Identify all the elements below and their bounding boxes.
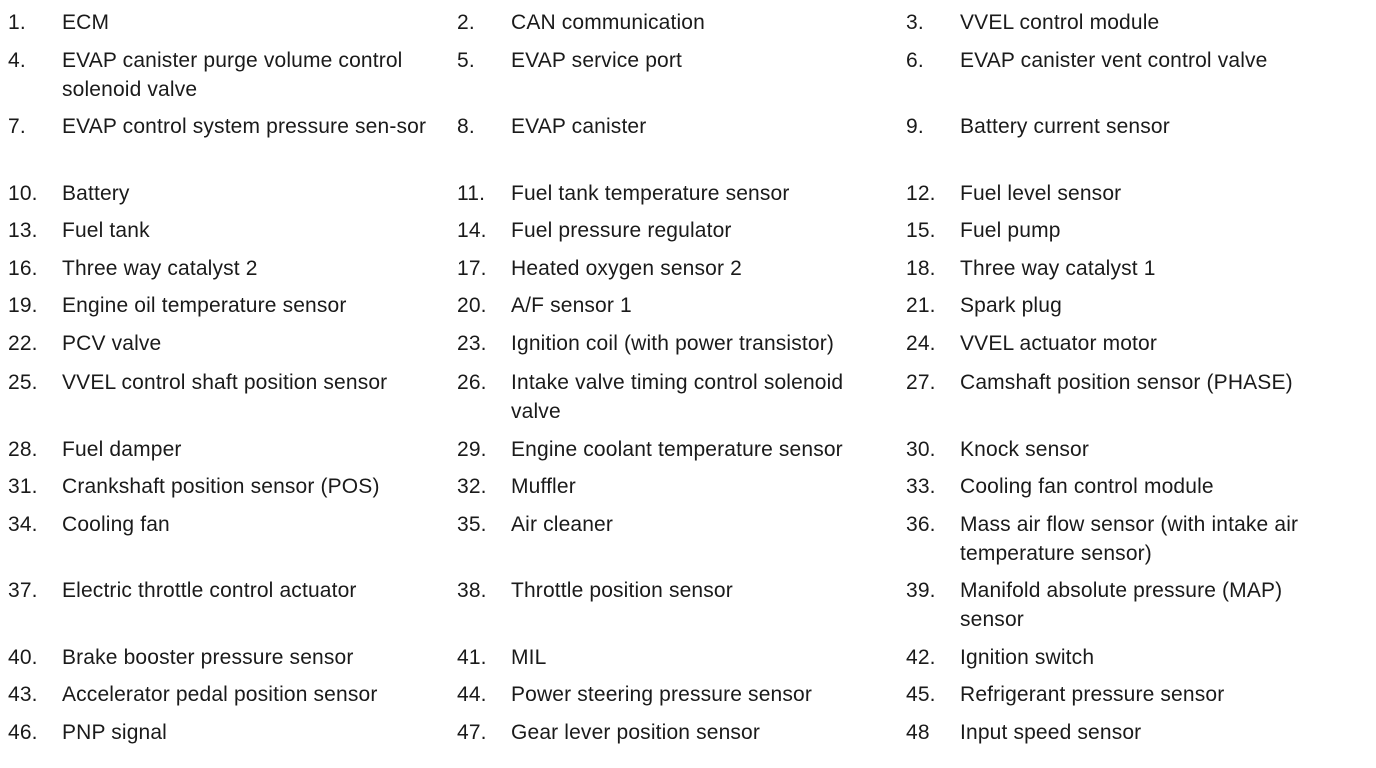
item-number: 19. xyxy=(8,294,38,317)
item-label: Gear lever position sensor xyxy=(511,721,761,744)
item-label: VVEL control shaft position sensor xyxy=(62,371,388,394)
item-number: 8. xyxy=(457,115,475,138)
item-number: 39. xyxy=(906,579,936,602)
item-number: 25. xyxy=(8,371,38,394)
item-number: 27. xyxy=(906,371,936,394)
item-number: 10. xyxy=(8,182,38,205)
item-label: Ignition switch xyxy=(960,646,1095,669)
item-label: Throttle position sensor xyxy=(511,579,733,602)
item-number: 23. xyxy=(457,332,487,355)
item-number: 46. xyxy=(8,721,38,744)
item-label: Fuel pump xyxy=(960,219,1061,242)
item-number: 33. xyxy=(906,475,936,498)
item-label: Heated oxygen sensor 2 xyxy=(511,257,742,280)
item-number: 3. xyxy=(906,11,924,34)
item-label: Fuel level sensor xyxy=(960,182,1122,205)
item-label: EVAP service port xyxy=(511,49,683,72)
item-label: Fuel damper xyxy=(62,438,182,461)
item-label: Battery current sensor xyxy=(960,115,1170,138)
item-number: 45. xyxy=(906,683,936,706)
item-label: VVEL control module xyxy=(960,11,1160,34)
item-label: PNP signal xyxy=(62,721,168,744)
item-label: Engine coolant temperature sensor xyxy=(511,438,843,461)
item-number: 37. xyxy=(8,579,38,602)
item-number: 14. xyxy=(457,219,487,242)
item-label: Engine oil temperature sensor xyxy=(62,294,347,317)
item-label: Fuel pressure regulator xyxy=(511,219,732,242)
item-label: ECM xyxy=(62,11,110,34)
item-number: 36. xyxy=(906,513,936,536)
item-label: Air cleaner xyxy=(511,513,614,536)
item-number: 20. xyxy=(457,294,487,317)
item-number: 42. xyxy=(906,646,936,669)
item-label: Cooling fan control module xyxy=(960,475,1214,498)
item-label: Electric throttle control actuator xyxy=(62,579,357,602)
item-number: 41. xyxy=(457,646,487,669)
item-label: Camshaft position sensor (PHASE) xyxy=(960,371,1293,394)
item-number: 34. xyxy=(8,513,38,536)
item-number: 7. xyxy=(8,115,26,138)
item-label: Power steering pressure sensor xyxy=(511,683,812,706)
item-number: 4. xyxy=(8,49,26,72)
item-label: Accelerator pedal position sensor xyxy=(62,683,378,706)
item-number: 15. xyxy=(906,219,936,242)
item-label: Fuel tank xyxy=(62,219,150,242)
item-label: Intake valve timing control solenoid valve xyxy=(511,371,844,423)
item-label: Crankshaft position sensor (POS) xyxy=(62,475,380,498)
item-number: 11. xyxy=(457,182,486,205)
item-label: Ignition coil (with power transistor) xyxy=(511,332,835,355)
item-label: Refrigerant pressure sensor xyxy=(960,683,1225,706)
item-label: Fuel tank temperature sensor xyxy=(511,182,790,205)
item-label: PCV valve xyxy=(62,332,162,355)
item-number: 13. xyxy=(8,219,38,242)
item-number: 12. xyxy=(906,182,936,205)
item-number: 1. xyxy=(8,11,26,34)
item-number: 47. xyxy=(457,721,487,744)
item-label: Muffler xyxy=(511,475,576,498)
item-label: VVEL actuator motor xyxy=(960,332,1157,355)
item-label: EVAP canister xyxy=(511,115,647,138)
item-number: 35. xyxy=(457,513,487,536)
item-label: Input speed sensor xyxy=(960,721,1142,744)
item-label: Three way catalyst 2 xyxy=(62,257,258,280)
item-number: 43. xyxy=(8,683,38,706)
item-label: CAN communication xyxy=(511,11,705,34)
item-number: 18. xyxy=(906,257,936,280)
item-number: 29. xyxy=(457,438,487,461)
item-label: Battery xyxy=(62,182,130,205)
item-number: 28. xyxy=(8,438,38,461)
item-number: 32. xyxy=(457,475,487,498)
item-number: 16. xyxy=(8,257,38,280)
item-label: EVAP canister purge volume control solenoid valve xyxy=(62,49,403,101)
item-label: Spark plug xyxy=(960,294,1062,317)
item-number: 31. xyxy=(8,475,38,498)
item-label: EVAP canister vent control valve xyxy=(960,49,1268,72)
item-number: 40. xyxy=(8,646,38,669)
item-number: 2. xyxy=(457,11,475,34)
item-label: Manifold absolute pressure (MAP) sensor xyxy=(960,579,1283,631)
item-number: 6. xyxy=(906,49,924,72)
item-number: 5. xyxy=(457,49,475,72)
item-number: 17. xyxy=(457,257,487,280)
item-number: 38. xyxy=(457,579,487,602)
item-number: 30. xyxy=(906,438,936,461)
item-number: 26. xyxy=(457,371,487,394)
item-number: 24. xyxy=(906,332,936,355)
item-label: A/F sensor 1 xyxy=(511,294,632,317)
item-label: Mass air flow sensor (with intake air temperature sensor) xyxy=(960,513,1299,565)
item-label: Three way catalyst 1 xyxy=(960,257,1156,280)
item-number: 9. xyxy=(906,115,924,138)
item-number: 44. xyxy=(457,683,487,706)
item-number: 48 xyxy=(906,721,930,744)
item-label: Cooling fan xyxy=(62,513,170,536)
item-label: Knock sensor xyxy=(960,438,1090,461)
item-number: 22. xyxy=(8,332,38,355)
item-label: Brake booster pressure sensor xyxy=(62,646,354,669)
item-label: MIL xyxy=(511,646,547,669)
item-label: EVAP control system pressure sen-sor xyxy=(62,115,427,138)
item-number: 21. xyxy=(906,294,936,317)
